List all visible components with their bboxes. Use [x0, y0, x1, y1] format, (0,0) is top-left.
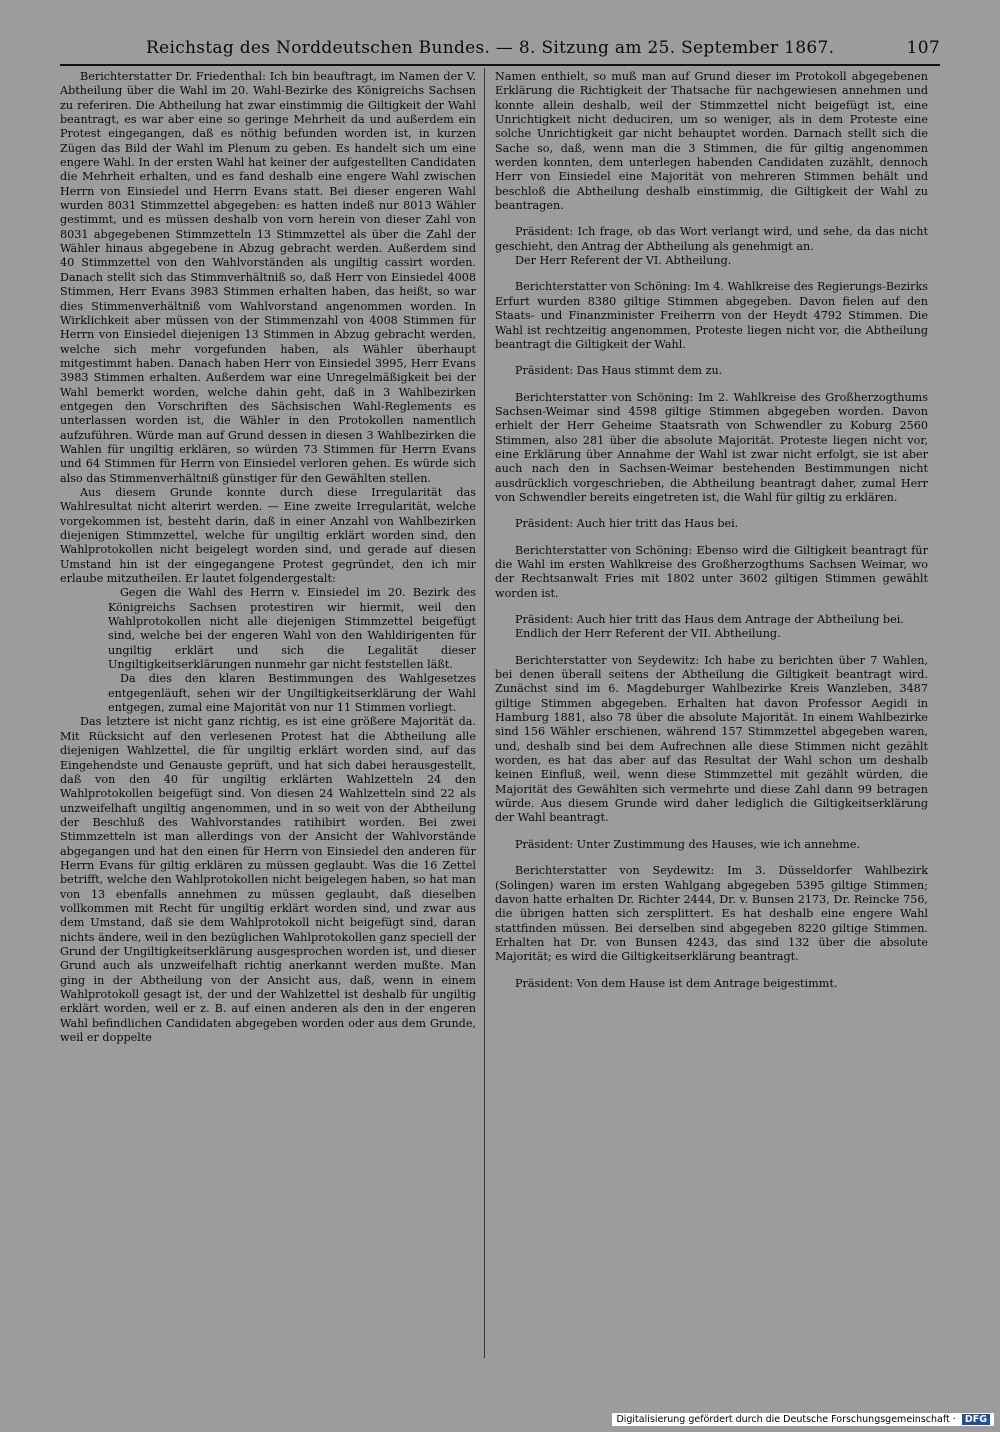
paragraph: Berichterstatter von Schöning: Im 4. Wahlkreise des Regierungs-Bezirks Erfurt wurden 8380 giltige Stimmen abgegeben. Davon fielen auf den Staats- und Finanzminister Freiherrn von der Heydt 4792 Stimmen. Die Wahl ist rechtzeitig angenommen, Proteste liegen nicht vor, die Abtheilung beantragt die Giltigkeit der Wahl. — [495, 280, 928, 351]
paragraph: Da dies den klaren Bestimmungen des Wahlgesetzes entgegenläuft, sehen wir der Ungiltigkeitserklärung der Wahl entgegen, zumal eine Majorität von nur 11 Stimmen vorliegt. — [108, 672, 476, 715]
paragraph: Berichterstatter von Schöning: Ebenso wird die Giltigkeit beantragt für die Wahl im ersten Wahlkreise des Großherzogthums Sachsen Weimar, wo der Rechtsanwalt Fries mit 1802 unter 3602 giltigen Stimmen gewählt worden ist. — [495, 543, 928, 600]
paragraph: Präsident: Auch hier tritt das Haus dem Antrage der Abtheilung bei. — [515, 613, 904, 626]
paragraph: Namen enthielt, so muß man auf Grund dieser im Protokoll abgegebenen Erklärung die Richtigkeit der Thatsache für nachgewiesen annehmen und konnte allein deshalb, weil der Stimmzettel nicht beigefügt ist, eine Unrichtigkeit nicht deduciren, um so weniger, als in dem Proteste eine solche Unrichtigkeit gar nicht behauptet worden. Darnach stellt sich die Sache so, daß, wenn man die 3 Stimmen, die für giltig angenommen werden konnten, dem unterlegen habenden Candidaten zuzählt, dennoch Herr von Einsiedel eine Majorität von mehreren Stimmen behält und beschloß die Abtheilung deshalb einstimmig, die Giltigkeit der Wahl zu beantragen. — [495, 70, 928, 213]
footer-text: Digitalisierung gefördert durch die Deutsche Forschungsgemeinschaft — [616, 1414, 950, 1425]
paragraph: Präsident: Auch hier tritt das Haus bei. — [515, 517, 739, 531]
paragraph: Präsident: Unter Zustimmung des Hauses, wie ich annehme. — [515, 837, 861, 851]
paragraph: Endlich der Herr Referent der VII. Abtheilung. — [515, 627, 781, 641]
page-number: 107 — [906, 38, 940, 58]
paragraph: Berichterstatter Dr. Friedenthal: Ich bin beauftragt, im Namen der V. Abtheilung über die Wahl im 20. Wahl-Bezirke des Königreichs Sachsen zu referiren. Die Abtheilung hat zwar einstimmig die Giltigkeit der Wahl beantragt, es war aber eine so geringe Mehrheit da und außerdem ein Protest eingegangen, daß es nöthig befunden worden ist, in kurzen Zügen das Bild der Wahl im Plenum zu geben. Es handelt sich um eine engere Wahl. In der ersten Wahl hat keiner der aufgestellten Candidaten die Mehrheit erhalten, und es fand deshalb eine engere Wahl zwischen Herrn von Einsiedel und Herrn Evans statt. Bei dieser engeren Wahl wurden 8031 Stimmzettel abgegeben: es hatten indeß nur 8013 Wähler gestimmt, und es müssen deshalb von vorn herein von dieser Zahl von 8031 abgegebenen Stimmzetteln 13 Stimmzettel als über die Zahl der Wähler hinaus abgegebene in Abzug gebracht werden. Außerdem sind 40 Stimmzettel von den Wahlvorständen als ungiltig cassirt worden. Danach stellt sich das Stimmverhältniß so, daß Herr von Einsiedel 4008 Stimmen, Herr Evans 3983 Stimmen erhalten haben, das heißt, so war dies Stimmenverhältniß vom Wahlvorstand angenommen worden. In Wirklichkeit aber müssen von der Stimmenzahl von 4008 Stimmen für Herrn von Einsiedel diejenigen 13 Stimmen in Abzug gebracht werden, welche sich mehr vorgefunden haben, als Wähler überhaupt mitgestimmt haben. Danach haben Herr von Einsiedel 3995, Herr Evans 3983 Stimmen erhalten. Außerdem war eine Unregelmäßigkeit bei der Wahl bemerkt worden, welche dahin geht, daß in 3 Wahlbezirken entgegen den Vorschriften des Sächsischen Wahl-Reglements es unterlassen worden ist, die Wähler in den Protokollen namentlich aufzuführen. Würde man auf Grund dessen in diesen 3 Wahlbezirken die Wahlen für ungiltig erklären, so würden 73 Stimmen für Herrn Evans und 64 Stimmen für Herrn von Einsiedel verloren gehen. Es würde sich also das Stimmenverhältniß günstiger für den Gewählten stellen. — [60, 70, 476, 485]
paragraph: Präsident: Von dem Hause ist dem Antrage beigestimmt. — [515, 976, 838, 990]
paragraph: Präsident: Ich frage, ob das Wort verlangt wird, und sehe, da das nicht geschieht, den Antrag der Abtheilung als genehmigt an. — [495, 225, 928, 253]
right-column — [495, 70, 928, 991]
paragraph: Berichterstatter von Seydewitz: Ich habe zu berichten über 7 Wahlen, bei denen überall seitens der Abtheilung die Giltigkeit beantragt wird. Zunächst sind im 6. Magdeburger Wahlbezirke Kreis Wanzleben, 3487 giltige Stimmen abgegeben. Erhalten hat davon Professor Aegidi in Hamburg 1881, also 78 über die absolute Majorität. In einem Wahlbezirke sind 156 Wähler erschienen, während 157 Stimmzettel abgegeben waren, und, deshalb sind bei dem Aufrechnen alle diese Stimmen nicht gezählt worden, es hat das aber auf das Resultat der Wahl schon um deshalb keinen Einfluß, weil, wenn diese Stimmzettel mit gezählt würden, die Majorität des Gewählten sich vermehrte und diese Zahl dann 99 betragen würde. Aus diesem Grunde wird daher lediglich die Giltigkeitserklärung der Wahl beantragt. — [495, 653, 928, 825]
paragraph: Gegen die Wahl des Herrn v. Einsiedel im 20. Bezirk des Königreichs Sachsen protestiren wir hiermit, weil den Wahlprotokollen nicht alle diejenigen Stimmzettel beigefügt sind, welche bei der engeren Wahl von den Wahldirigenten für ungiltig erklärt und sich die Legalität dieser Ungiltigkeitserklärungen nunmehr gar nicht feststellen läßt. — [108, 586, 476, 672]
left-column — [60, 70, 476, 1045]
page-header — [60, 34, 940, 64]
dfg-logo: DFG — [962, 1414, 990, 1425]
footer-credit: Digitalisierung gefördert durch die Deutsche Forschungsgemeinschaft · DFG — [612, 1413, 994, 1426]
paragraph: Berichterstatter von Seydewitz: Im 3. Düsseldorfer Wahlbezirk (Solingen) waren im ersten Wahlgang abgegeben 5395 giltige Stimmen; davon hatte erhalten Dr. Richter 2444, Dr. v. Bunsen 2173, Dr. Reincke 756, die übrigen hatten sich zersplittert. Es hat deshalb eine engere Wahl stattfinden müssen. Bei derselben sind abgegeben 8220 giltige Stimmen. Erhalten hat Dr. von Bunsen 4243, das sind 132 über die absolute Majorität; es wird die Giltigkeitserklärung beantragt. — [495, 864, 928, 964]
running-title: Reichstag des Norddeutschen Bundes. — 8. Sitzung am 25. September 1867. — [146, 38, 835, 58]
column-divider — [484, 68, 485, 1358]
paragraph: Das letztere ist nicht ganz richtig, es ist eine größere Majorität da. Mit Rücksicht auf den verlesenen Protest hat die Abtheilung alle diejenigen Wahlzettel, die für ungiltig erklärt worden sind, auf das Eingehendste und Genauste geprüft, und hat sich dabei herausgestellt, daß von den 40 für ungiltig erklärten Wahlzetteln 24 den Wahlprotokollen beigefügt sind. Von diesen 24 Wahlzetteln sind 22 als unzweifelhaft ungiltig angenommen, und in so weit von der Abtheilung der Beschluß des Wahlvorstandes ratihibirt worden. Bei zwei Stimmzetteln ist man allerdings von der Ansicht der Wahlvorstände abgegangen und hat den einen für Herrn von Einsiedel den anderen für Herrn Evans für giltig erklären zu müssen geglaubt. Was die 16 Zettel betrifft, welche den Wahlprotokollen nicht beigelegen haben, so hat man von 13 ebenfalls annehmen zu müssen geglaubt, daß dieselben vollkommen mit Recht für ungiltig erklärt worden sind, und zwar aus dem Umstand, daß sie dem Wahlprotokoll nicht beigefügt sind, daran nichts ändere, weil in den bezüglichen Wahlprotokollen ganz speciell der Grund der Ungiltigkeitserklärung ausgesprochen worden ist, und dieser Grund auch als unzweifelhaft richtig anerkannt werden mußte. Man ging in der Abtheilung von der Ansicht aus, daß, wenn in einem Wahlprotokoll gesagt ist, der und der Wahlzettel ist deshalb für ungiltig erklärt worden, weil er z. B. auf einen anderen als den in der engeren Wahl befindlichen Candidaten abgegeben worden oder aus dem Grunde, weil er doppelte — [60, 715, 476, 1045]
paragraph: Der Herr Referent der VI. Abtheilung. — [515, 254, 732, 268]
paragraph: Präsident: Das Haus stimmt dem zu. — [515, 364, 723, 378]
paragraph: Berichterstatter von Schöning: Im 2. Wahlkreise des Großherzogthums Sachsen-Weimar sind 4598 giltige Stimmen abgegeben worden. Davon erhielt der Herr Geheime Staatsrath von Schwendler zu Koburg 2560 Stimmen, also 281 über die absolute Majorität. Proteste liegen nicht vor, eine Erklärung über Annahme der Wahl ist zwar nicht erfolgt, sie ist aber auch nach den in Sachsen-Weimar bestehenden Bestimmungen nicht ausdrücklich vorgeschrieben, die Abtheilung beantragt daher, zumal Herr von Schwendler bereits eingetreten ist, die Wahl für giltig zu erklären. — [495, 390, 928, 504]
paragraph: Aus diesem Grunde konnte durch diese Irregularität das Wahlresultat nicht alterirt werden. — Eine zweite Irregularität, welche vorgekommen ist, besteht darin, daß in einer Anzahl von Wahlbezirken diejenigen Stimmzettel, welche für ungiltig erklärt worden sind, den Wahlprotokollen nicht beigelegt worden sind, und gerade auf diesen Umstand hin ist der eingegangene Protest gegründet, den ich mir erlaube mitzutheilen. Er lautet folgendergestalt: — [60, 485, 476, 586]
header-rule — [60, 64, 940, 66]
